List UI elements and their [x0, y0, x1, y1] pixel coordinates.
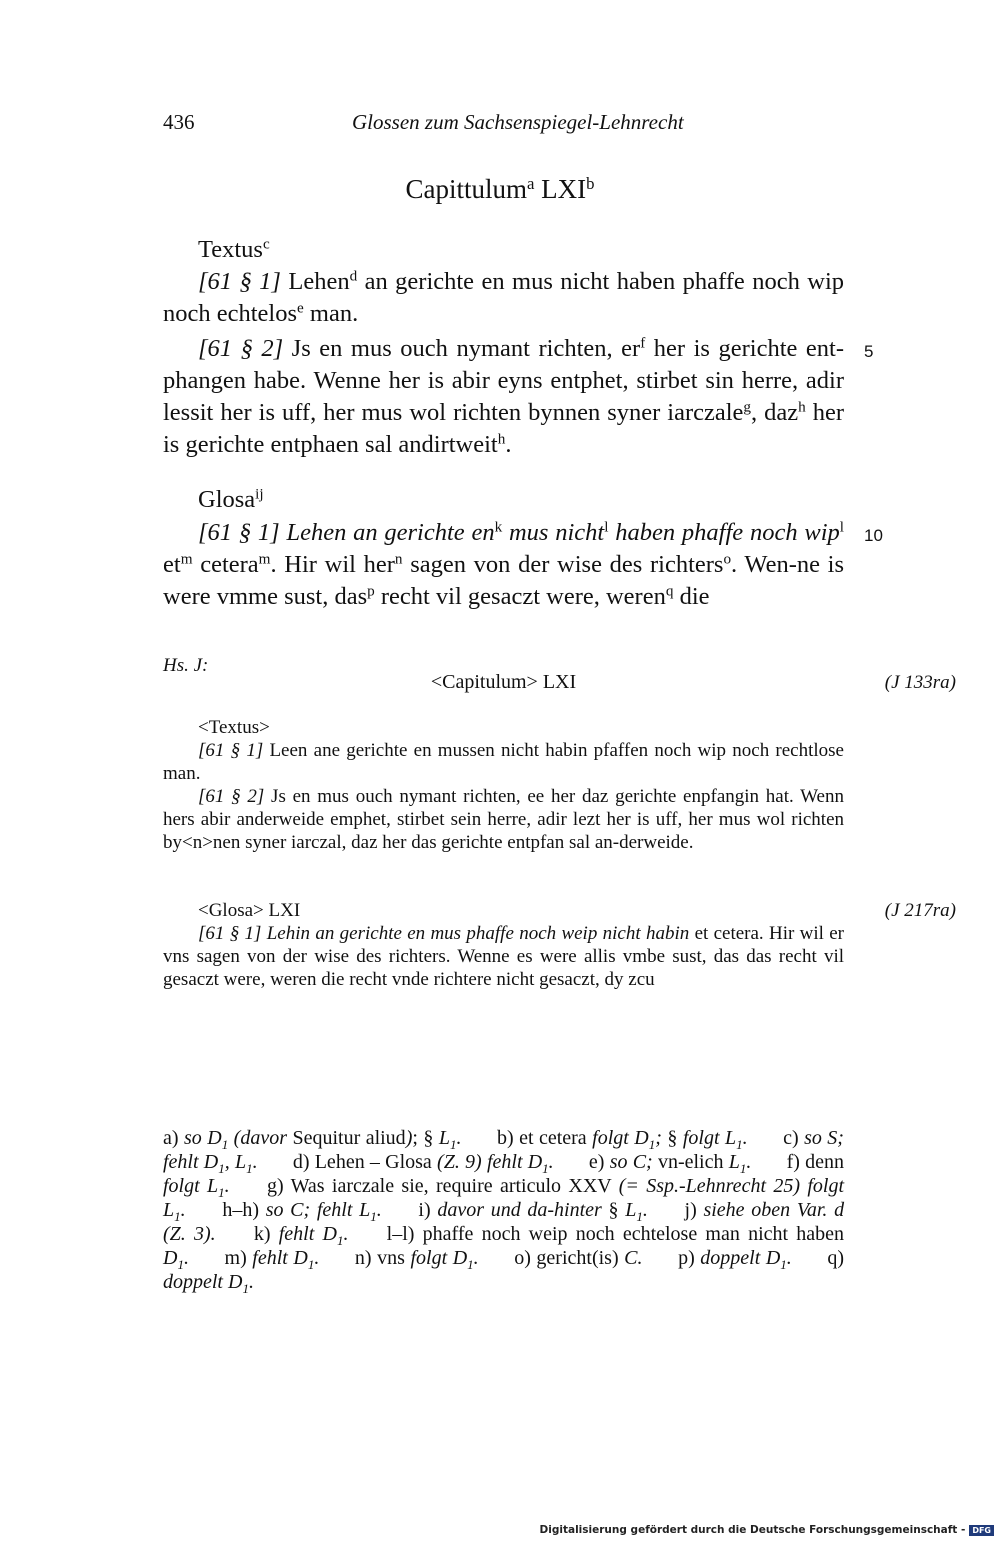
- glosa-heading: Glosa$^{ij}$: [198, 485, 264, 513]
- footnote-b: b) et cetera folgt $D_1$; § folgt $L_1$.: [496, 1127, 748, 1152]
- hs-j-glosa: [163, 899, 844, 991]
- footnote-k: k) fehlt $D_1$.: [253, 1223, 349, 1248]
- footnote-l–l: l–l) phaffe noch weip noch echtelose man nicht haben $D_1$.: [163, 1223, 845, 1272]
- footnote-label: o): [514, 1247, 537, 1269]
- footnote-label: m): [224, 1247, 253, 1269]
- footnote-a: a) so $D_1$ (davor Sequitur aliud); § $L_1$.: [163, 1127, 462, 1152]
- footnote-o: o) gericht(is) C.: [514, 1247, 643, 1269]
- footnote-f: f) denn folgt $L_1$.: [163, 1151, 845, 1200]
- footnote-label: i): [418, 1199, 438, 1221]
- footnote-label: f): [786, 1151, 806, 1173]
- footnote-label: k): [253, 1223, 279, 1245]
- running-title: Glossen zum Sachsenspiegel-Lehnrecht: [352, 110, 684, 134]
- chapter-title: Capittulum$^a$ LXI$^b$: [405, 173, 595, 204]
- dfg-footer: Digitalisierung gefördert durch die Deutsche Forschungsgemeinschaft - DFG: [540, 1524, 994, 1536]
- footnote-d: d) Lehen – Glosa (Z. 9) fehlt $D_1$.: [292, 1151, 554, 1176]
- hs-j-chapter-title: <Capitulum> LXI: [430, 671, 577, 693]
- hs-j-paragraph-2: [61 § 2] Js en mus ouch nymant richten, ee her daz gerichte enpfangin hat. Wenn hers abir anderweide emphet, stirbet sein herre, adir lezt her is uff, her mus wol richten by<n>nen syner iarczal, daz her das gerichte entpfan sal an-derweide.: [163, 786, 844, 853]
- footnote-label: q): [827, 1247, 845, 1269]
- footnote-label: a): [163, 1127, 184, 1149]
- footnote-q: q) doppelt $D_1$.: [163, 1247, 845, 1296]
- line-number-10: 10: [864, 526, 883, 545]
- page-number: 436: [163, 110, 195, 134]
- hs-j-textus-heading: <Textus>: [198, 717, 270, 738]
- hs-j-glosa-paragraph: [61 § 1] Lehin an gerichte en mus phaffe noch weip nicht habin et cetera. Hir wil er vns sagen von der wise des richters. Wenne es were allis vmbe sust, das das recht vil gesaczt were, weren die recht vnde richtere nicht gesaczt, dy zcu: [163, 923, 844, 990]
- footnote-label: n): [354, 1247, 378, 1269]
- hs-j-paragraph-1: [61 § 1] Leen ane gerichte en mussen nicht habin pfaffen noch wip noch rechtlose man.: [163, 740, 844, 784]
- footnote-label: d): [292, 1151, 315, 1173]
- footnote-e: e) so C; vn-elich $L_1$.: [588, 1151, 752, 1176]
- footnote-label: c): [783, 1127, 805, 1149]
- textus-paragraph-2: [61 § 2] Js en mus ouch nymant richten, $er^f$ her is gerichte ent-phangen habe. Wenne her is abir eyns entphet, stirbet sin herre, adir lessit her is uff, her mus wol richten bynnen syner iarczale$^g$, daz$^h$ her is gerichte entphaen sal andirtweit$^h$.: [163, 334, 845, 458]
- textus-paragraph-1: [61 § 1] Lehen$^d$ an gerichte en mus nicht haben phaffe noch wip noch echtelos$^e$ man.: [163, 267, 845, 327]
- critical-apparatus: [163, 1126, 844, 1294]
- hs-j-textus: [163, 716, 844, 854]
- footnote-label: j): [684, 1199, 704, 1221]
- hs-j-folio-ref-1: (J 133ra): [884, 672, 956, 693]
- edition-main-text: [163, 0, 844, 620]
- footnote-label: l–l): [386, 1223, 423, 1245]
- footnote-m: m) fehlt $D_1$.: [224, 1247, 320, 1272]
- footnote-g: g) Was iarczale sie, require articulo XXV (= Ssp.-Lehnrecht 25) folgt $L_1$.: [163, 1175, 845, 1224]
- footnote-label: e): [588, 1151, 610, 1173]
- dfg-logo: DFG: [969, 1525, 994, 1536]
- line-number-5: 5: [864, 342, 874, 361]
- footnote-label: g): [266, 1175, 291, 1197]
- footnote-j: j) siehe oben Var. d (Z. 3).: [163, 1199, 845, 1245]
- footnote-h–h: h–h) so C; fehlt $L_1$.: [222, 1199, 382, 1224]
- glosa-paragraph: [61 § 1] Lehen an gerichte $en^k$ mus nicht$^l$ haben phaffe noch wip$^l$ $et^m$ cetera$^m$. Hir wil her$^n$ sagen von der wise des richters$^o$. Wen-ne is were vmme sust, das$^p$ recht vil gesaczt were, weren$^q$ die: [163, 518, 845, 610]
- footnote-i: i) davor und da-hinter § $L_1$.: [418, 1199, 648, 1224]
- hs-j-folio-ref-2: (J 217ra): [884, 900, 956, 921]
- footnote-p: p) doppelt $D_1$.: [678, 1247, 792, 1272]
- manuscript-label: Hs. J:: [163, 655, 209, 676]
- hs-j-glosa-heading: <Glosa> LXI: [198, 900, 301, 921]
- footnote-c: c) so S; fehlt $D_1$, $L_1$.: [163, 1127, 844, 1176]
- footnote-label: b): [496, 1127, 520, 1149]
- footnote-n: n) vns folgt $D_1$.: [354, 1247, 479, 1272]
- footnote-label: h–h): [222, 1199, 266, 1221]
- footnote-label: p): [678, 1247, 701, 1269]
- textus-heading: Textus$^c$: [198, 235, 270, 263]
